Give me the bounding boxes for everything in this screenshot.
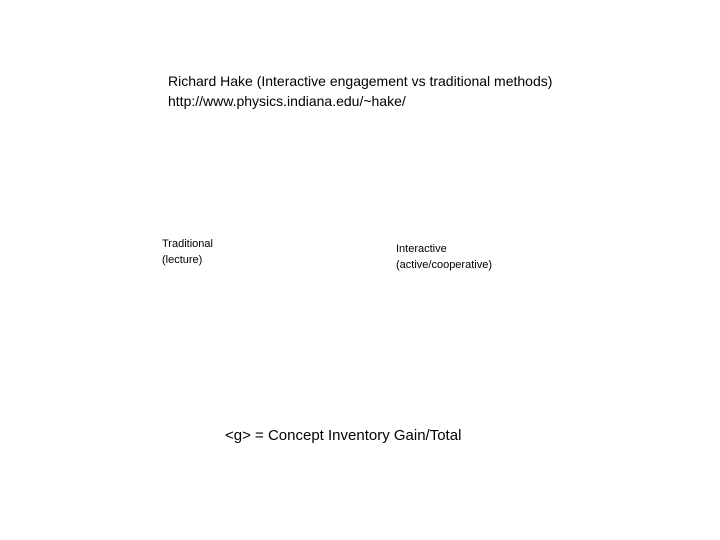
header-title: Richard Hake (Interactive engagement vs traditional methods) bbox=[168, 73, 553, 89]
traditional-label-line2: (lecture) bbox=[162, 254, 203, 266]
gain-caption: <g> = Concept Inventory Gain/Total bbox=[225, 427, 462, 444]
interactive-label-line2: (active/cooperative) bbox=[396, 259, 492, 271]
header-url: http://www.physics.indiana.edu/~hake/ bbox=[168, 93, 406, 109]
traditional-label bbox=[162, 236, 213, 268]
traditional-label-line1: Traditional bbox=[162, 238, 213, 250]
interactive-label bbox=[396, 241, 492, 273]
interactive-label-line1: Interactive bbox=[396, 243, 447, 255]
slide-header bbox=[168, 71, 552, 111]
